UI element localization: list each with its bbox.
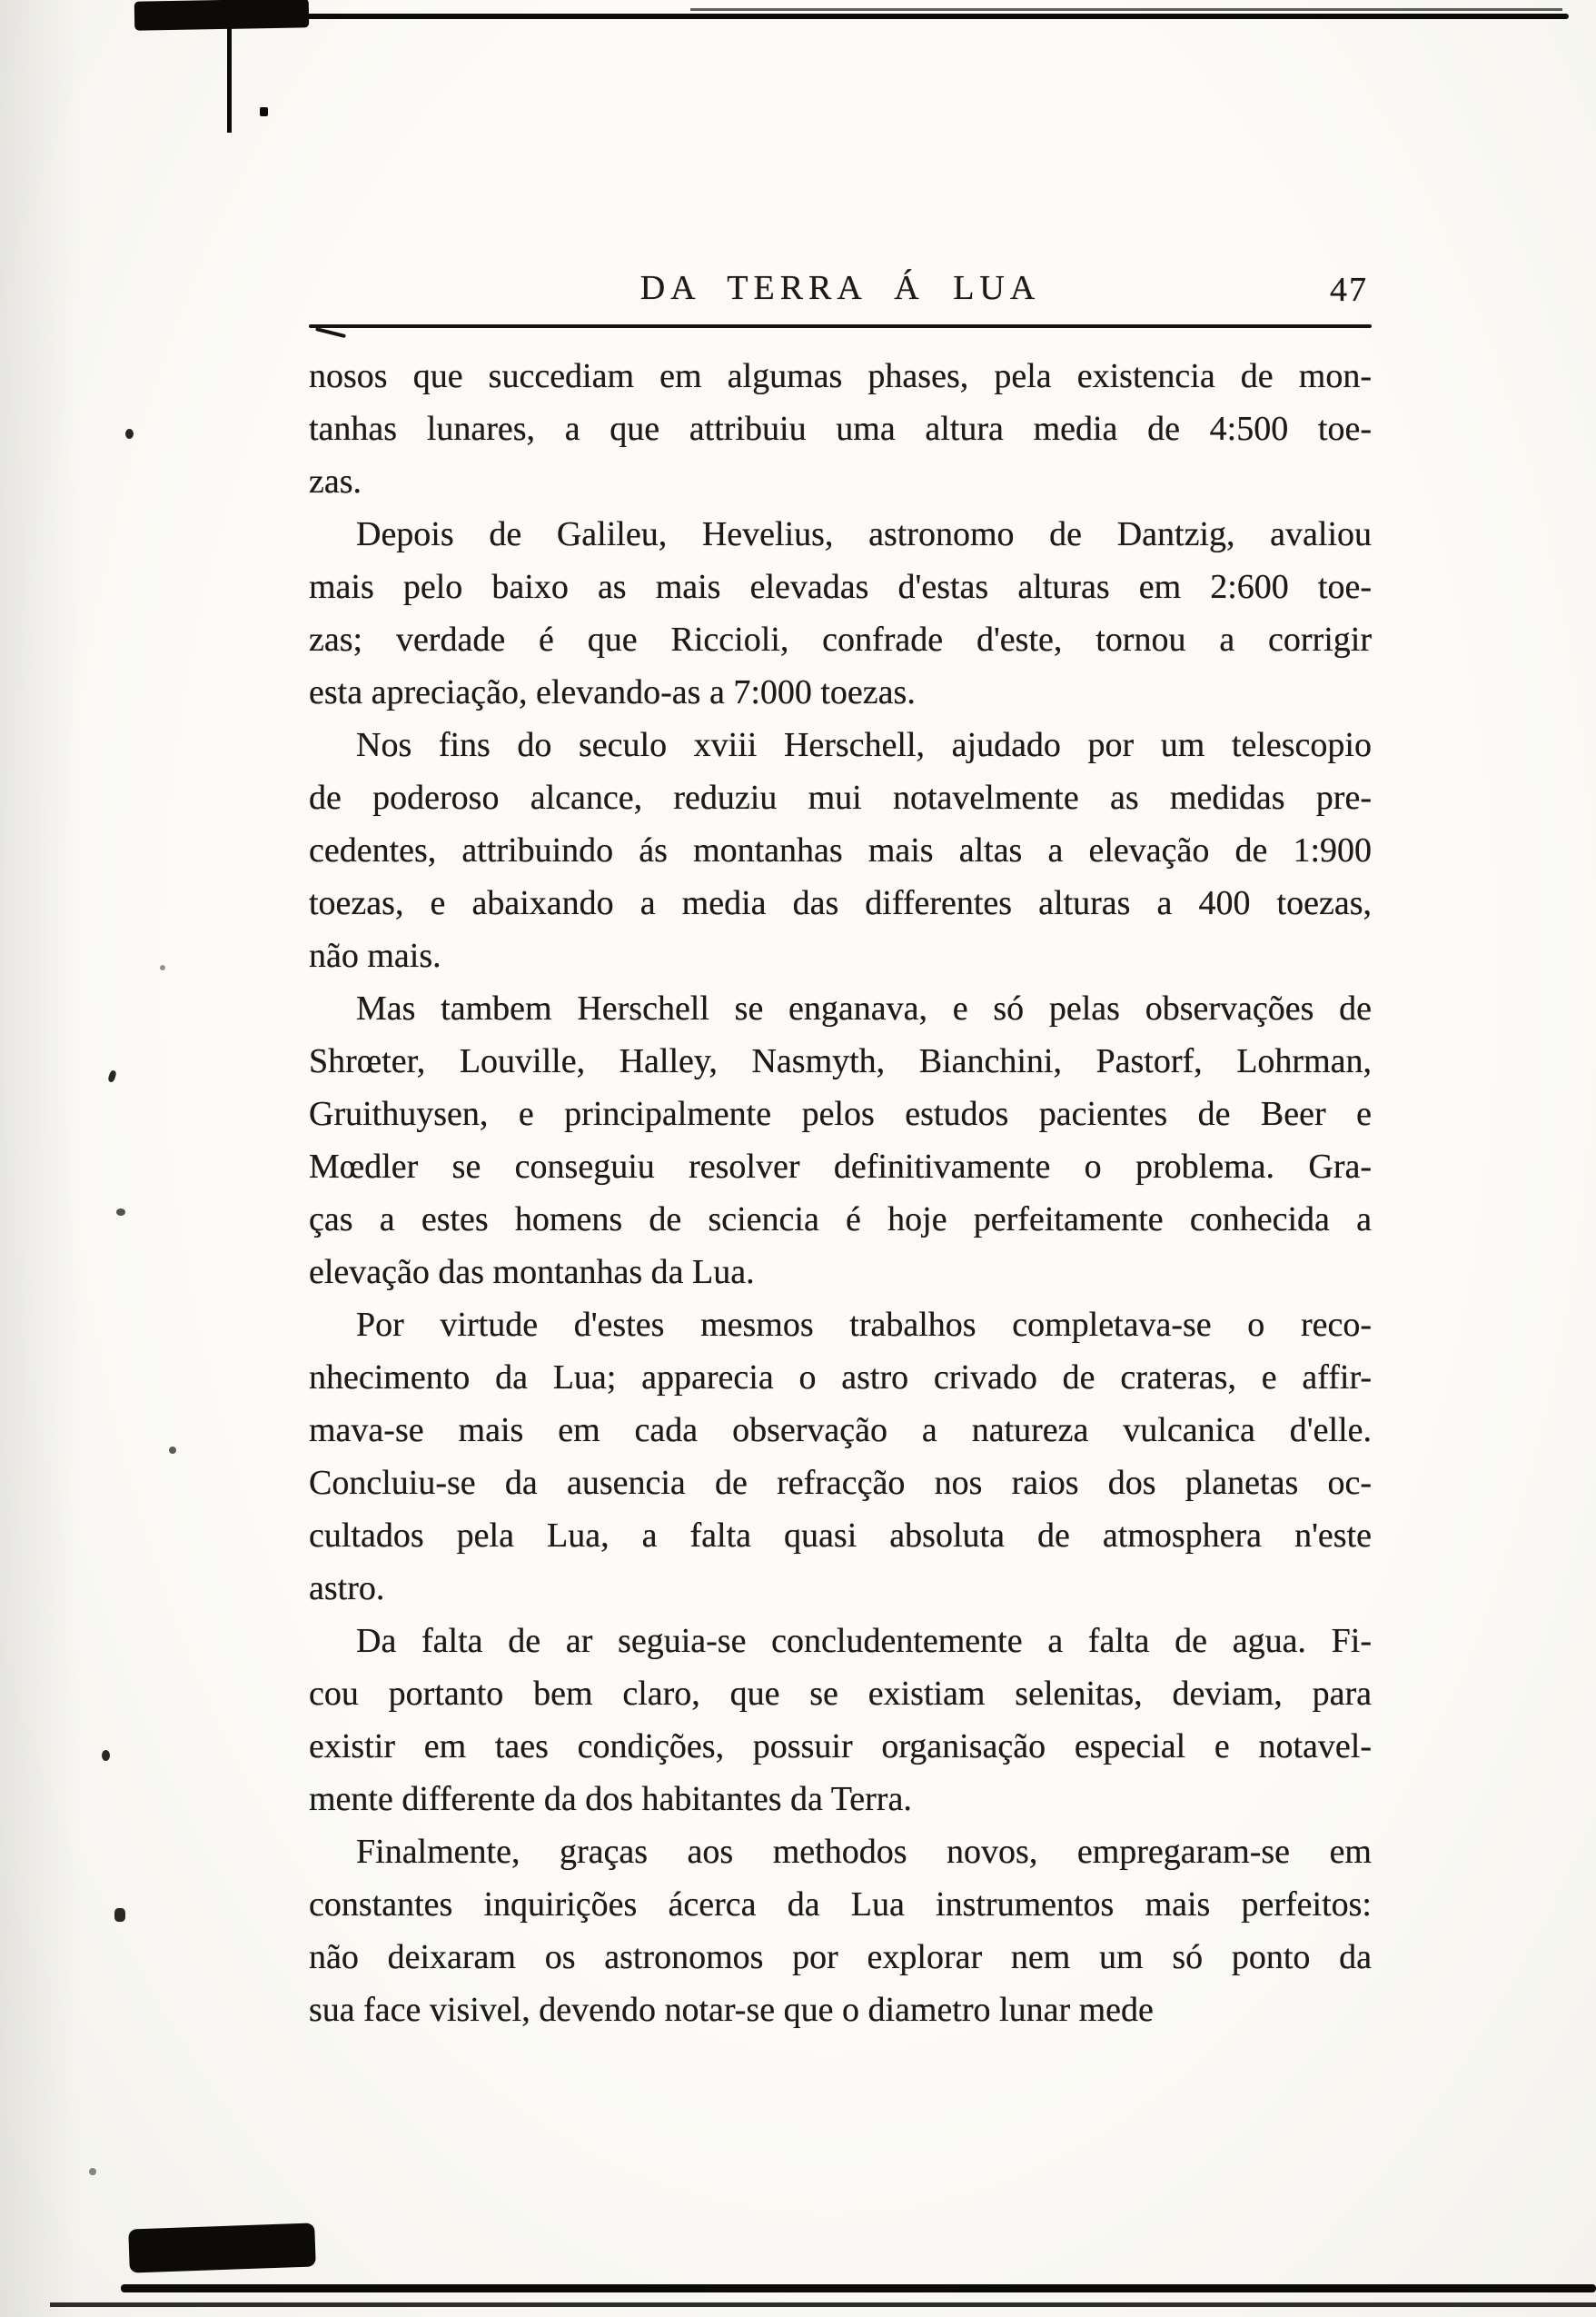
scan-artifact-top-line — [213, 14, 1569, 19]
scan-artifact-top-line-2 — [690, 8, 1562, 11]
text-line: sua face visivel, devendo notar-se que o diametro lunar mede — [309, 1991, 1154, 2029]
scan-speck — [89, 2168, 96, 2175]
text-line: esta apreciação, elevando-as a 7:000 toezas. — [309, 673, 916, 711]
paragraph — [309, 982, 1372, 1298]
text-line: astro. — [309, 1569, 385, 1607]
scan-artifact-top-blob — [134, 0, 310, 31]
scan-speck — [107, 1069, 117, 1083]
text-line: cultados pela Lua, a falta quasi absoluta de atmosphera n'este — [309, 1516, 1372, 1555]
text-line: mente differente da dos habitantes da Terra. — [309, 1780, 912, 1818]
page-number: 47 — [1330, 271, 1368, 309]
scan-artifact-bottom-blob — [128, 2223, 316, 2272]
text-line: Da falta de ar seguia-se concludentemente a falta de agua. Fi- — [356, 1622, 1372, 1660]
text-line: Por virtude d'estes mesmos trabalhos completava-se o reco- — [356, 1306, 1372, 1344]
text-line: zas. — [309, 462, 362, 501]
page-content — [309, 268, 1372, 2036]
text-line: cou portanto bem claro, que se existiam selenitas, deviam, para — [309, 1675, 1372, 1713]
text-line: não mais. — [309, 937, 441, 975]
text-line: elevação das montanhas da Lua. — [309, 1253, 755, 1291]
scan-artifact-top-vertical-line — [227, 25, 232, 133]
paragraph — [309, 719, 1372, 982]
binding-shadow — [0, 0, 82, 2317]
text-line: de poderoso alcance, reduziu mui notavelmente as medidas pre- — [309, 779, 1372, 817]
text-line: Concluiu-se da ausencia de refracção nos raios dos planetas oc- — [309, 1464, 1372, 1502]
paragraph — [309, 508, 1372, 719]
header-rule-flourish — [315, 327, 346, 338]
text-line: toezas, e abaixando a media das differentes alturas a 400 toezas, — [309, 884, 1372, 922]
scan-speck — [114, 1908, 125, 1922]
text-line: nhecimento da Lua; apparecia o astro crivado de crateras, e affir- — [309, 1358, 1372, 1397]
text-line: mais pelo baixo as mais elevadas d'estas alturas em 2:600 toe- — [309, 568, 1372, 606]
paragraph — [309, 1298, 1372, 1615]
text-line: cedentes, attribuindo ás montanhas mais altas a elevação de 1:900 — [309, 831, 1372, 870]
text-line: existir em taes condições, possuir organisação especial e notavel- — [309, 1727, 1372, 1765]
header-rule — [309, 324, 1372, 328]
scan-artifact-bottom-line — [121, 2284, 1596, 2292]
text-line: nosos que succediam em algumas phases, pela existencia de mon- — [309, 357, 1372, 395]
scan-speck — [116, 1208, 125, 1216]
text-line: Nos fins do seculo xviii Herschell, ajudado por um telescopio — [356, 726, 1372, 764]
scan-artifact-bottom-line-2 — [50, 2302, 1596, 2307]
text-line: Gruithuysen, e principalmente pelos estudos pacientes de Beer e — [309, 1095, 1372, 1133]
text-line: Shrœter, Louville, Halley, Nasmyth, Bianchini, Pastorf, Lohrman, — [309, 1042, 1372, 1080]
running-title: DA TERRA Á LUA — [639, 269, 1041, 307]
paragraph — [309, 350, 1372, 508]
paragraph — [309, 1615, 1372, 1825]
paragraph — [309, 1825, 1372, 2036]
text-line: Finalmente, graças aos methodos novos, empregaram-se em — [356, 1833, 1372, 1871]
text-line: ças a estes homens de sciencia é hoje perfeitamente conhecida a — [309, 1200, 1372, 1238]
body-text — [309, 350, 1372, 2036]
text-line: Mœdler se conseguiu resolver definitivamente o problema. Gra- — [309, 1148, 1372, 1186]
text-line: constantes inquirições ácerca da Lua instrumentos mais perfeitos: — [309, 1885, 1372, 1924]
scan-speck — [169, 1447, 176, 1454]
scan-speck — [102, 1750, 110, 1761]
text-line: zas; verdade é que Riccioli, confrade d'este, tornou a corrigir — [309, 621, 1372, 659]
text-line: Mas tambem Herschell se enganava, e só pelas observações de — [356, 989, 1372, 1028]
text-line: Depois de Galileu, Hevelius, astronomo de Dantzig, avaliou — [356, 515, 1372, 553]
page-header — [309, 268, 1372, 324]
scan-speck — [160, 965, 165, 970]
scan-speck — [125, 429, 134, 439]
text-line: tanhas lunares, a que attribuiu uma altura media de 4:500 toe- — [309, 410, 1372, 448]
text-line: não deixaram os astronomos por explorar nem um só ponto da — [309, 1938, 1372, 1976]
text-line: mava-se mais em cada observação a natureza vulcanica d'elle. — [309, 1411, 1372, 1449]
scan-artifact-top-dot — [260, 107, 268, 116]
